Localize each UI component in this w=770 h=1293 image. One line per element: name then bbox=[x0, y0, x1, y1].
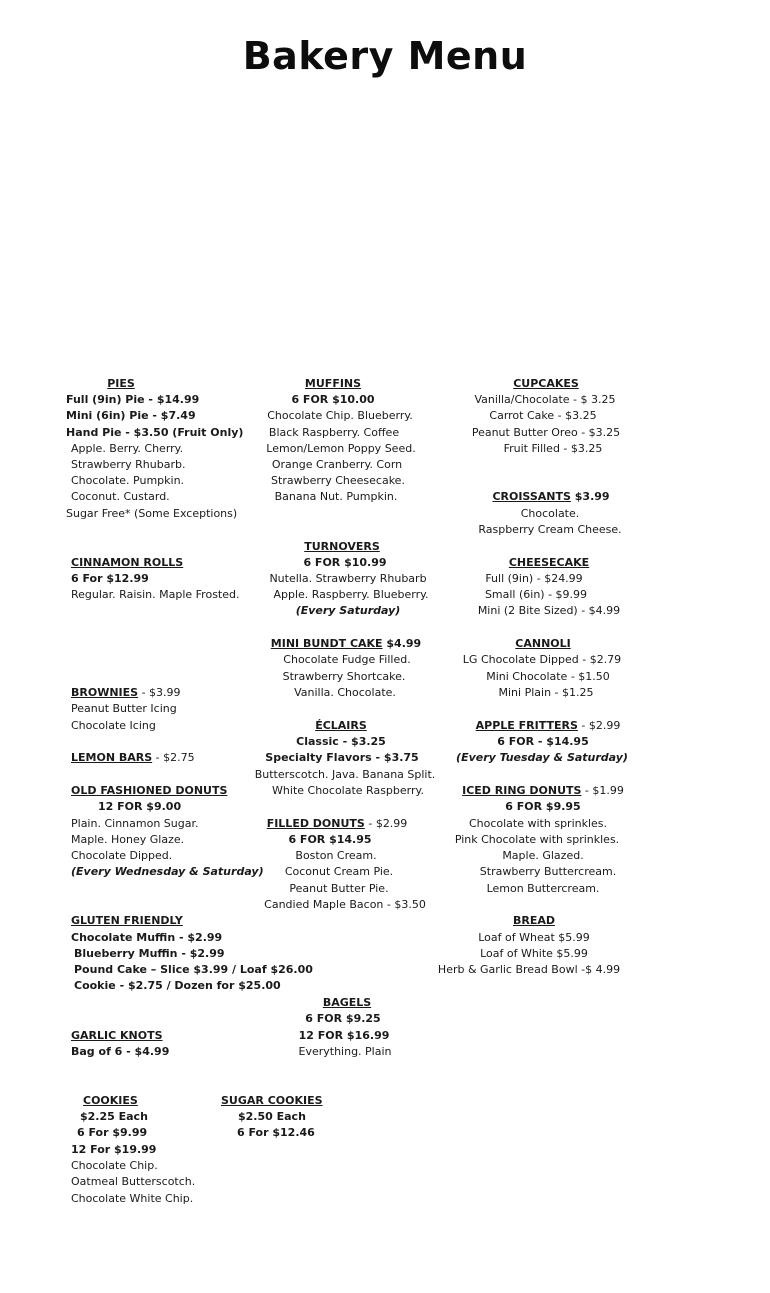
cookies-heading: COOKIES bbox=[83, 1094, 138, 1107]
cupcakes-heading: CUPCAKES bbox=[513, 377, 579, 390]
menu-line: Chocolate Dipped. bbox=[71, 849, 173, 862]
sugar-cookies-heading: SUGAR COOKIES bbox=[221, 1094, 323, 1107]
menu-line: 12 For $19.99 bbox=[71, 1143, 157, 1156]
menu-line: Pound Cake – Slice $3.99 / Loaf $26.00 bbox=[74, 963, 313, 976]
bagels-heading: BAGELS bbox=[322, 996, 372, 1009]
menu-line: Chocolate Chip. bbox=[71, 1159, 158, 1172]
menu-line: Butterscotch. Java. Banana Split. bbox=[254, 768, 436, 781]
menu-line: Sugar Free* (Some Exceptions) bbox=[66, 507, 238, 520]
menu-line: Chocolate Fudge Filled. bbox=[283, 653, 411, 666]
menu-line: Everything. Plain bbox=[298, 1045, 392, 1058]
mini-bundt-heading-line bbox=[271, 636, 421, 652]
menu-line: Strawberry Buttercream. bbox=[479, 865, 617, 878]
menu-line: Herb & Garlic Bread Bowl -$ 4.99 bbox=[437, 963, 621, 976]
turnovers-heading: TURNOVERS bbox=[304, 540, 380, 553]
menu-line: LG Chocolate Dipped - $2.79 bbox=[462, 653, 622, 666]
menu-line: 6 FOR - $14.95 bbox=[497, 735, 589, 748]
mini-bundt-heading: MINI BUNDT CAKE bbox=[270, 637, 383, 650]
menu-line: Candied Maple Bacon - $3.50 bbox=[264, 898, 426, 911]
menu-line: Maple. Honey Glaze. bbox=[71, 833, 185, 846]
menu-line: White Chocolate Raspberry. bbox=[272, 784, 424, 797]
apple-fritters-price: - $2.99 bbox=[577, 719, 621, 732]
cinnamon-rolls-heading: CINNAMON ROLLS bbox=[71, 556, 184, 569]
menu-line: Strawberry Rhubarb. bbox=[71, 458, 186, 471]
menu-line: Mini (6in) Pie - $7.49 bbox=[66, 409, 196, 422]
menu-line: Hand Pie - $3.50 (Fruit Only) bbox=[66, 426, 244, 439]
menu-line: Bag of 6 - $4.99 bbox=[71, 1045, 170, 1058]
menu-line: Small (6in) - $9.99 bbox=[484, 588, 588, 601]
muffins-heading: MUFFINS bbox=[304, 377, 362, 390]
cannoli-heading: CANNOLI bbox=[515, 637, 571, 650]
menu-line: Strawberry Cheesecake. bbox=[271, 474, 405, 487]
menu-line: 6 FOR $9.25 bbox=[305, 1012, 381, 1025]
menu-line: Carrot Cake - $3.25 bbox=[489, 409, 597, 422]
menu-line: Chocolate Muffin - $2.99 bbox=[71, 931, 223, 944]
menu-line: Chocolate. bbox=[520, 507, 580, 520]
bread-heading: BREAD bbox=[512, 914, 556, 927]
menu-line: Strawberry Shortcake. bbox=[282, 670, 406, 683]
menu-line: Loaf of White $5.99 bbox=[480, 947, 588, 960]
menu-line: 6 For $9.99 bbox=[77, 1126, 148, 1139]
menu-line: Oatmeal Butterscotch. bbox=[71, 1175, 196, 1188]
menu-line: 6 FOR $10.00 bbox=[291, 393, 375, 406]
menu-line: 6 FOR $9.95 bbox=[505, 800, 581, 813]
menu-line: Fruit Filled - $3.25 bbox=[503, 442, 603, 455]
mini-bundt-price: $4.99 bbox=[382, 637, 422, 650]
apple-fritters-heading-line bbox=[476, 718, 621, 734]
menu-line: Chocolate Icing bbox=[71, 719, 156, 732]
menu-line: Apple. Berry. Cherry. bbox=[71, 442, 184, 455]
menu-line: Boston Cream. bbox=[295, 849, 377, 862]
menu-line: Lemon/Lemon Poppy Seed. bbox=[266, 442, 416, 455]
menu-line: Cookie - $2.75 / Dozen for $25.00 bbox=[74, 979, 281, 992]
menu-line: (Every Saturday) bbox=[295, 604, 401, 617]
pies-heading: PIES bbox=[107, 377, 135, 390]
menu-line: 12 FOR $16.99 bbox=[298, 1029, 390, 1042]
menu-line: 6 For $12.46 bbox=[237, 1126, 315, 1139]
menu-line: 12 FOR $9.00 bbox=[98, 800, 182, 813]
iced-ring-heading: ICED RING DONUTS bbox=[462, 784, 582, 797]
menu-line: Classic - $3.25 bbox=[296, 735, 386, 748]
menu-line: Mini Chocolate - $1.50 bbox=[486, 670, 610, 683]
menu-line: Peanut Butter Oreo - $3.25 bbox=[471, 426, 621, 439]
cheesecake-heading: CHEESECAKE bbox=[508, 556, 590, 569]
croissants-price: $3.99 bbox=[570, 490, 610, 503]
menu-line: Lemon Buttercream. bbox=[486, 882, 600, 895]
menu-line: (Every Wednesday & Saturday) bbox=[71, 865, 264, 878]
menu-line: Mini (2 Bite Sized) - $4.99 bbox=[477, 604, 621, 617]
page-title: Bakery Menu bbox=[242, 34, 528, 78]
lemon-bars-price: - $2.75 bbox=[152, 751, 195, 764]
menu-line: 6 FOR $14.95 bbox=[288, 833, 372, 846]
menu-line: Peanut Butter Icing bbox=[71, 702, 177, 715]
gluten-friendly-heading: GLUTEN FRIENDLY bbox=[71, 914, 183, 927]
menu-line: Full (9in) Pie - $14.99 bbox=[66, 393, 200, 406]
menu-line: $2.50 Each bbox=[238, 1110, 306, 1123]
menu-line: Chocolate with sprinkles. bbox=[468, 817, 608, 830]
old-fashioned-heading: OLD FASHIONED DONUTS bbox=[71, 784, 228, 797]
eclairs-heading: ÉCLAIRS bbox=[315, 719, 367, 732]
filled-donuts-heading-line bbox=[267, 816, 408, 832]
menu-line: 6 For $12.99 bbox=[71, 572, 149, 585]
menu-line: Specialty Flavors - $3.75 bbox=[265, 751, 419, 764]
menu-line: Vanilla. Chocolate. bbox=[294, 686, 396, 699]
menu-line: Peanut Butter Pie. bbox=[289, 882, 389, 895]
menu-line: Chocolate White Chip. bbox=[71, 1192, 194, 1205]
menu-line: Plain. Cinnamon Sugar. bbox=[71, 817, 199, 830]
menu-line: Nutella. Strawberry Rhubarb bbox=[269, 572, 427, 585]
brownies-heading-line bbox=[71, 685, 181, 701]
brownies-heading: BROWNIES bbox=[71, 686, 139, 699]
menu-line: Loaf of Wheat $5.99 bbox=[478, 931, 590, 944]
menu-line: $2.25 Each bbox=[80, 1110, 148, 1123]
menu-line: Banana Nut. Pumpkin. bbox=[274, 490, 398, 503]
menu-line: Chocolate. Pumpkin. bbox=[71, 474, 185, 487]
filled-donuts-heading: FILLED DONUTS bbox=[266, 817, 365, 830]
croissants-heading: CROISSANTS bbox=[492, 490, 571, 503]
menu-line: 6 FOR $10.99 bbox=[303, 556, 387, 569]
menu-line: Chocolate Chip. Blueberry. bbox=[267, 409, 413, 422]
menu-line: Full (9in) - $24.99 bbox=[485, 572, 583, 585]
apple-fritters-heading: APPLE FRITTERS bbox=[475, 719, 578, 732]
lemon-bars-heading: LEMON BARS bbox=[71, 751, 153, 764]
brownies-price: - $3.99 bbox=[138, 686, 181, 699]
menu-line: Vanilla/Chocolate - $ 3.25 bbox=[474, 393, 616, 406]
croissants-heading-line bbox=[492, 489, 609, 505]
lemon-bars-heading-line bbox=[71, 750, 195, 766]
menu-line: Maple. Glazed. bbox=[502, 849, 584, 862]
menu-line: Mini Plain - $1.25 bbox=[498, 686, 594, 699]
menu-line: Coconut. Custard. bbox=[71, 490, 170, 503]
menu-line: Raspberry Cream Cheese. bbox=[478, 523, 622, 536]
menu-line: Apple. Raspberry. Blueberry. bbox=[273, 588, 429, 601]
menu-line: Regular. Raisin. Maple Frosted. bbox=[71, 588, 240, 601]
garlic-knots-heading: GARLIC KNOTS bbox=[71, 1029, 163, 1042]
iced-ring-heading-line bbox=[462, 783, 624, 799]
menu-line: Pink Chocolate with sprinkles. bbox=[454, 833, 620, 846]
menu-line: Coconut Cream Pie. bbox=[284, 865, 394, 878]
menu-line: Black Raspberry. Coffee bbox=[268, 426, 400, 439]
menu-line: Orange Cranberry. Corn bbox=[271, 458, 403, 471]
menu-line: Blueberry Muffin - $2.99 bbox=[74, 947, 225, 960]
menu-line: (Every Tuesday & Saturday) bbox=[456, 751, 628, 764]
filled-donuts-price: - $2.99 bbox=[364, 817, 408, 830]
iced-ring-price: - $1.99 bbox=[581, 784, 624, 797]
